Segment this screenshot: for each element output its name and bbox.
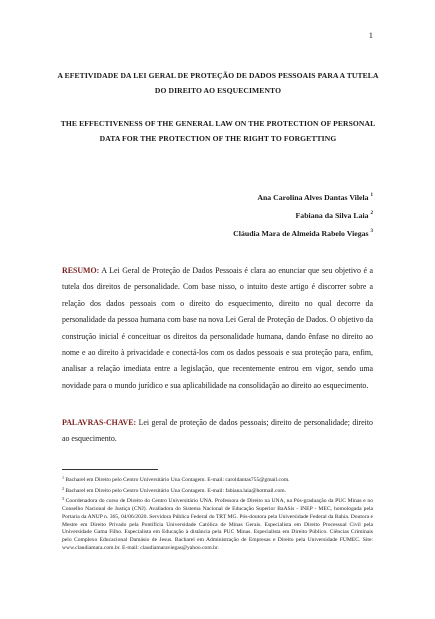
title-portuguese: A EFETIVIDADE DA LEI GERAL DE PROTEÇÃO DE DADOS PESSOAIS PARA A TUTELA DO DIREITO AO ESQUECIMENTO	[57, 71, 379, 95]
footnote-text: Bacharel em Direito pelo Centro Universitário Una Contagem. E-mail: caroldantas755@gmail.com.	[65, 477, 290, 483]
footnote-2	[62, 485, 373, 496]
keywords-text: Lei geral de proteção de dados pessoais; direito de personalidade; direito ao esquecimento.	[62, 418, 373, 444]
footnote-text: Bacharel em Direito pelo Centro Universitário Una Contagem. E-mail: fabiana.laia@hotmail.com.	[65, 487, 287, 494]
author-name: Ana Carolina Alves Dantas Vilela	[257, 193, 369, 202]
author-name: Fabiana da Silva Laia	[295, 211, 369, 220]
author-name: Cláudia Mara de Almeida Rabelo Viegas	[233, 229, 369, 238]
footnote-mark: 3	[62, 496, 64, 502]
author-3	[233, 224, 373, 242]
page-number: 1	[368, 30, 373, 40]
footnote-mark: 1	[62, 475, 64, 480]
footnote-divider	[62, 469, 158, 470]
footnote-3	[62, 495, 373, 552]
abstract-label: RESUMO:	[62, 266, 100, 275]
author-2	[233, 206, 373, 224]
footnote-text: Coordenadora do curso de Direito do Centro Universitário UNA. Professora de Direito na UNA, na Pós-graduação da PUC Minas e no Conselho Nacional de Justiça (CNJ). Avaliadora do Sistema Nacional de Educação Superior BaASis - INEP - MEC, homologada pela Portaria da ANUP n. 365, 04/06/2020. Servidora Pública Federal do TRT MG. Pós-doutora pela Universidade Federal da Bahia. Doutora e Mestre em Direito Privado pela Pontifícia Universidade Católica de Minas Gerais. Especialista em Direito Processual Civil pela Universidade Gama Filho. Especialista em Educação à distância pela PUC Minas. Especialista em Direito Público. Ciências Criminais pelo Complexo Educacional Damásio de Jesus. Bacharel em Administração de Empresas e Direito pela Universidade FUMEC. Site: www.claudiamara.com.br. E-mail: claudiamaraviegas@yahoo.com.br.	[62, 498, 373, 551]
author-footnote-mark: 1	[370, 193, 373, 198]
author-list	[233, 188, 373, 242]
footnotes	[62, 474, 373, 552]
author-footnote-mark: 3	[370, 229, 373, 234]
keywords	[62, 415, 373, 448]
title-english: THE EFFECTIVENESS OF THE GENERAL LAW ON THE PROTECTION OF PERSONAL DATA FOR THE PROTECTION OF THE RIGHT TO FORGETTING	[60, 119, 376, 143]
abstract-text: A Lei Geral de Proteção de Dados Pessoais é clara ao enunciar que seu objetivo é a tutela dos direitos de personalidade. Com base nisso, o intuito deste artigo é discorrer sobre a relação dos dados pessoais com o direito do esquecimento, direito no qual decorre da personalidade da pessoa humana com base na nova Lei Geral de Proteção de Dados. O objetivo da construção inicial é conceituar os direitos da personalidade humana, dando ênfase no direito ao nome e ao direito à privacidade e conectá-los com os dados pessoais e sua proteção para, enfim, analisar a relação imediata entre a legislação, que recentemente entrou em vigor, sendo uma novidade para o mundo jurídico e sua aplicabilidade na consolidação ao direito ao esquecimento.	[62, 266, 373, 390]
keywords-label: PALAVRAS-CHAVE:	[62, 418, 137, 427]
author-1	[233, 188, 373, 206]
footnote-1	[62, 474, 373, 485]
footnote-mark: 2	[62, 485, 64, 491]
abstract	[62, 263, 373, 394]
author-footnote-mark: 2	[370, 211, 373, 216]
